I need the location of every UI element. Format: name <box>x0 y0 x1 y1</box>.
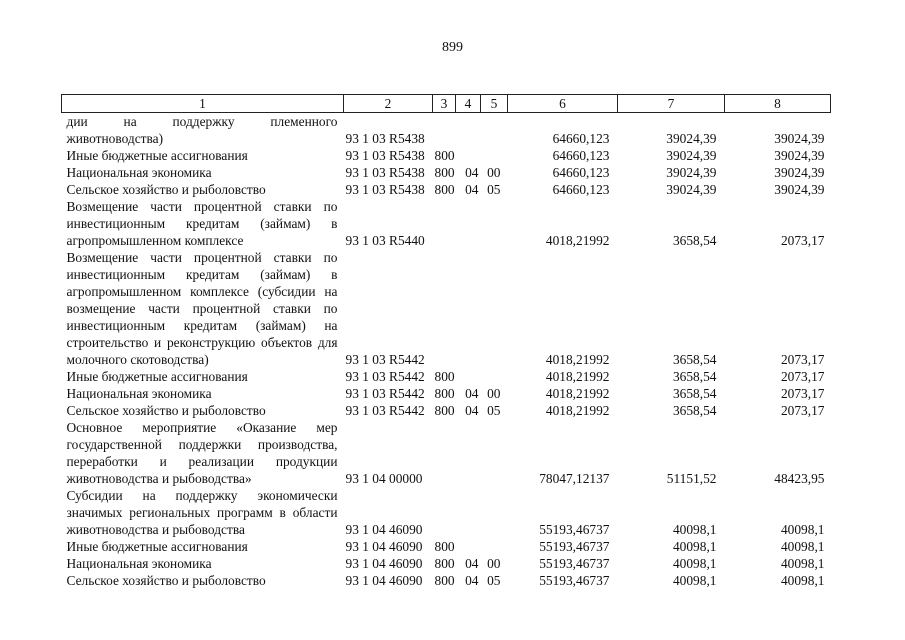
row-expense-type: 800 <box>434 556 455 571</box>
row-amount-col8: 39024,39 <box>774 148 825 163</box>
row-name: Сельское хозяйство и рыболовство <box>66 573 266 588</box>
row-amount-col6: 4018,21992 <box>545 369 610 384</box>
row-name: дии на поддержку племенного животноводства) <box>66 114 338 146</box>
table-row <box>62 198 831 249</box>
table-row <box>62 402 831 419</box>
row-amount-col6: 64660,123 <box>552 165 610 180</box>
row-subsection <box>481 538 508 555</box>
row-amount-col6: 78047,12137 <box>539 471 610 486</box>
table-row <box>62 147 831 164</box>
row-subsection: 05 <box>487 182 501 197</box>
row-expense-type: 800 <box>434 148 455 163</box>
row-amount-col8: 40098,1 <box>780 539 825 554</box>
row-section <box>456 113 481 148</box>
row-section: 04 <box>465 386 479 401</box>
header-col-6: 6 <box>508 95 618 113</box>
row-target-code: 93 1 04 46090 <box>345 522 423 537</box>
row-amount-col6: 4018,21992 <box>545 386 610 401</box>
row-amount-col8: 2073,17 <box>780 369 825 384</box>
row-amount-col8: 40098,1 <box>780 573 825 588</box>
row-name: Национальная экономика <box>66 556 212 571</box>
row-section <box>456 368 481 385</box>
row-amount-col8: 2073,17 <box>780 233 825 248</box>
row-amount-col8: 40098,1 <box>780 522 825 537</box>
header-col-4: 4 <box>456 95 481 113</box>
row-target-code: 93 1 03 R5438 <box>345 165 425 180</box>
row-name: Основное мероприятие «Оказание мер государственной поддержки производства, переработки и реализации продукции животноводства и рыбоводства» <box>66 420 338 486</box>
row-section: 04 <box>465 165 479 180</box>
row-amount-col8: 2073,17 <box>780 403 825 418</box>
row-name: Национальная экономика <box>66 386 212 401</box>
row-target-code: 93 1 03 R5442 <box>345 386 425 401</box>
row-name: Возмещение части процентной ставки по инвестиционным кредитам (займам) в агропромышленном комплексе <box>66 199 338 248</box>
row-subsection <box>481 487 508 538</box>
row-expense-type <box>433 487 456 538</box>
row-amount-col8: 2073,17 <box>780 352 825 367</box>
row-target-code: 93 1 03 R5442 <box>345 352 425 367</box>
row-name: Сельское хозяйство и рыболовство <box>66 403 266 418</box>
table-row <box>62 419 831 487</box>
row-amount-col6: 64660,123 <box>552 148 610 163</box>
row-amount-col7: 40098,1 <box>672 539 717 554</box>
row-target-code: 93 1 03 R5440 <box>345 233 425 248</box>
row-section: 04 <box>465 573 479 588</box>
row-target-code: 93 1 03 R5442 <box>345 369 425 384</box>
table-row <box>62 181 831 198</box>
row-expense-type: 800 <box>434 165 455 180</box>
row-subsection <box>481 198 508 249</box>
table-row <box>62 572 831 589</box>
row-section: 04 <box>465 556 479 571</box>
row-section: 04 <box>465 403 479 418</box>
row-section <box>456 419 481 487</box>
table-body <box>62 113 831 590</box>
row-subsection <box>481 147 508 164</box>
row-section <box>456 538 481 555</box>
row-section <box>456 249 481 368</box>
row-name: Иные бюджетные ассигнования <box>66 369 248 384</box>
table-row <box>62 249 831 368</box>
table-row <box>62 555 831 572</box>
row-expense-type <box>433 249 456 368</box>
row-amount-col7: 39024,39 <box>666 165 717 180</box>
header-col-8: 8 <box>725 95 831 113</box>
row-subsection: 00 <box>487 556 501 571</box>
row-amount-col6: 55193,46737 <box>539 556 610 571</box>
row-name: Субсидии на поддержку экономически значимых региональных программ в области животноводства и рыбоводства <box>66 488 338 537</box>
header-col-1: 1 <box>62 95 344 113</box>
row-amount-col6: 55193,46737 <box>539 522 610 537</box>
row-target-code: 93 1 04 46090 <box>345 573 423 588</box>
row-expense-type: 800 <box>434 573 455 588</box>
row-section <box>456 487 481 538</box>
row-name: Сельское хозяйство и рыболовство <box>66 182 266 197</box>
row-amount-col7: 39024,39 <box>666 182 717 197</box>
row-target-code: 93 1 03 R5438 <box>345 182 425 197</box>
row-name: Национальная экономика <box>66 165 212 180</box>
budget-table <box>61 94 831 589</box>
row-subsection: 00 <box>487 165 501 180</box>
row-target-code: 93 1 03 R5438 <box>345 148 425 163</box>
row-amount-col7: 40098,1 <box>672 556 717 571</box>
row-amount-col7: 3658,54 <box>672 386 717 401</box>
row-amount-col7: 3658,54 <box>672 233 717 248</box>
row-section <box>456 147 481 164</box>
row-expense-type: 800 <box>434 386 455 401</box>
table-row <box>62 538 831 555</box>
row-section: 04 <box>465 182 479 197</box>
row-target-code: 93 1 04 00000 <box>345 471 423 486</box>
row-amount-col6: 4018,21992 <box>545 403 610 418</box>
row-amount-col7: 3658,54 <box>672 403 717 418</box>
table-row <box>62 113 831 148</box>
row-subsection <box>481 113 508 148</box>
page-number: 899 <box>442 40 463 55</box>
row-name: Иные бюджетные ассигнования <box>66 148 248 163</box>
header-col-5: 5 <box>481 95 508 113</box>
row-amount-col8: 39024,39 <box>774 131 825 146</box>
row-expense-type: 800 <box>434 182 455 197</box>
row-amount-col6: 55193,46737 <box>539 539 610 554</box>
row-subsection: 05 <box>487 573 501 588</box>
row-amount-col7: 3658,54 <box>672 352 717 367</box>
row-expense-type <box>433 198 456 249</box>
header-row <box>62 95 831 113</box>
row-amount-col7: 40098,1 <box>672 522 717 537</box>
row-expense-type: 800 <box>434 539 455 554</box>
row-amount-col7: 3658,54 <box>672 369 717 384</box>
row-amount-col8: 48423,95 <box>774 471 825 486</box>
row-amount-col6: 4018,21992 <box>545 352 610 367</box>
row-target-code: 93 1 03 R5442 <box>345 403 425 418</box>
table-row <box>62 368 831 385</box>
row-subsection <box>481 249 508 368</box>
row-amount-col7: 39024,39 <box>666 131 717 146</box>
row-name: Возмещение части процентной ставки по инвестиционным кредитам (займам) в агропромышленном комплексе (субсидии на возмещение части процентной ставки по инвестиционным кредитам (займам) на строительство и реконструкцию объектов для молочного скотоводства) <box>66 250 338 367</box>
row-amount-col8: 2073,17 <box>780 386 825 401</box>
row-amount-col6: 64660,123 <box>552 182 610 197</box>
row-expense-type: 800 <box>434 369 455 384</box>
row-subsection <box>481 419 508 487</box>
table-row <box>62 487 831 538</box>
table-row <box>62 385 831 402</box>
row-amount-col6: 64660,123 <box>552 131 610 146</box>
row-amount-col6: 4018,21992 <box>545 233 610 248</box>
header-col-3: 3 <box>433 95 456 113</box>
row-amount-col7: 40098,1 <box>672 573 717 588</box>
row-target-code: 93 1 04 46090 <box>345 539 423 554</box>
row-expense-type <box>433 419 456 487</box>
row-target-code: 93 1 03 R5438 <box>345 131 425 146</box>
row-section <box>456 198 481 249</box>
table-row <box>62 164 831 181</box>
row-expense-type: 800 <box>434 403 455 418</box>
row-amount-col6: 55193,46737 <box>539 573 610 588</box>
row-subsection: 00 <box>487 386 501 401</box>
row-amount-col7: 51151,52 <box>666 471 717 486</box>
row-amount-col7: 39024,39 <box>666 148 717 163</box>
row-amount-col8: 39024,39 <box>774 165 825 180</box>
row-name: Иные бюджетные ассигнования <box>66 539 248 554</box>
header-col-2: 2 <box>344 95 433 113</box>
row-subsection <box>481 368 508 385</box>
header-col-7: 7 <box>618 95 725 113</box>
row-amount-col8: 39024,39 <box>774 182 825 197</box>
row-expense-type <box>433 113 456 148</box>
row-amount-col8: 40098,1 <box>780 556 825 571</box>
row-target-code: 93 1 04 46090 <box>345 556 423 571</box>
row-subsection: 05 <box>487 403 501 418</box>
